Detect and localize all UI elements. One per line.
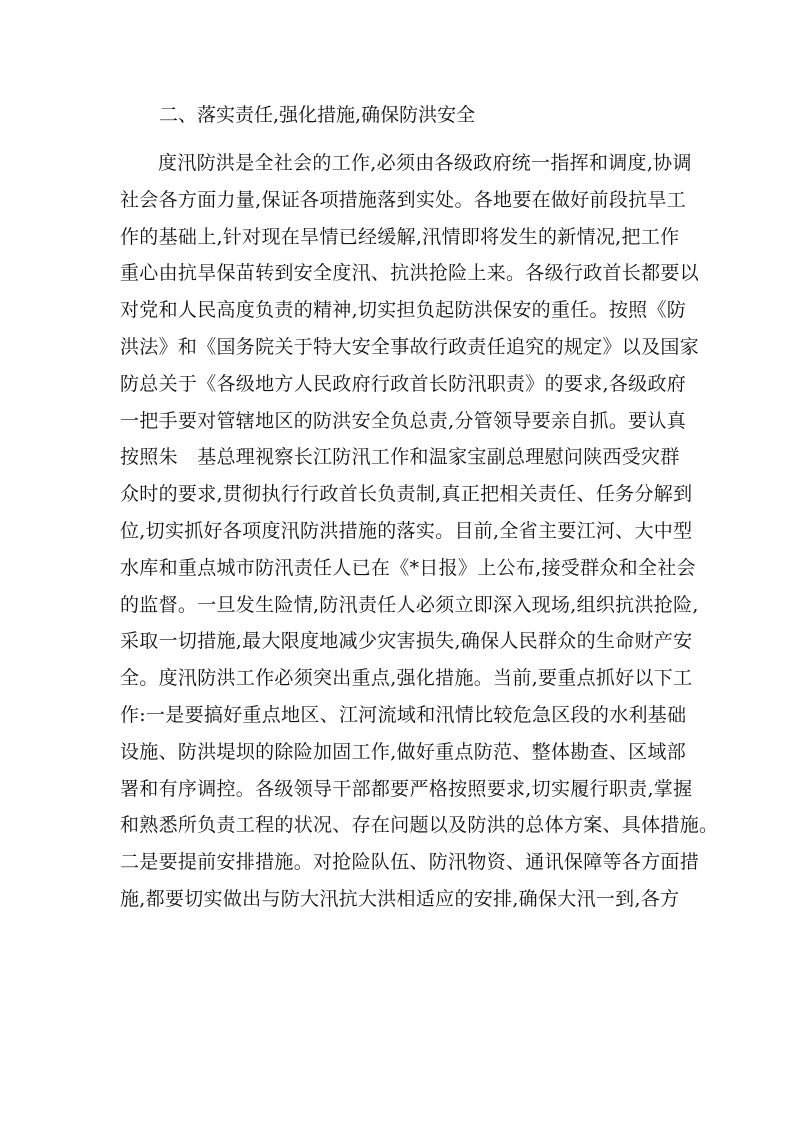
text-line: 众时的要求,贯彻执行行政首长负责制,真正把相关责任、任务分解到 xyxy=(120,483,693,506)
text-line: 位,切实抓好各项度汛防洪措施的落实。目前,全省主要江河、大中型 xyxy=(120,519,693,542)
text-line: 署和有序调控。各级领导干部都要严格按照要求,切实履行职责,掌握 xyxy=(120,777,693,800)
text-line: 洪法》和《国务院关于特大安全事故行政责任追究的规定》以及国家 xyxy=(120,335,700,358)
text-line: 全。度汛防洪工作必须突出重点,强化措施。当前,要重点抓好以下工 xyxy=(120,667,693,690)
text-line: 按照朱 基总理视察长江防汛工作和温家宝副总理慰问陕西受灾群 xyxy=(120,446,680,469)
text-line: 度汛防洪是全社会的工作,必须由各级政府统一指挥和调度,协调 xyxy=(158,152,692,174)
text-line: 重心由抗旱保苗转到安全度汛、抗洪抢险上来。各级行政首长都要以 xyxy=(120,262,700,285)
text-line: 对党和人民高度负责的精神,切实担负起防洪保安的重任。按照《防 xyxy=(120,299,687,322)
text-line: 二是要提前安排措施。对抢险队伍、防汛物资、通讯保障等各方面措 xyxy=(120,851,700,874)
text-line: 的监督。一旦发生险情,防汛责任人必须立即深入现场,组织抗洪抢险, xyxy=(120,593,699,616)
text-line: 和熟悉所负责工程的状况、存在问题以及防洪的总体方案、具体措施。 xyxy=(120,814,719,837)
text-line: 作的基础上,针对现在旱情已经缓解,汛情即将发生的新情况,把工作 xyxy=(120,225,680,248)
section-heading: 二、落实责任,强化措施,确保防洪安全 xyxy=(159,104,476,126)
text-line: 社会各方面力量,保证各项措施落到实处。各地要在做好前段抗旱工 xyxy=(120,188,687,211)
text-line: 一把手要对管辖地区的防洪安全负总责,分管领导要亲自抓。要认真 xyxy=(120,409,687,432)
text-line: 作:一是要搞好重点地区、江河流域和汛情比较危急区段的水利基础 xyxy=(120,703,687,726)
text-line: 采取一切措施,最大限度地减少灾害损失,确保人民群众的生命财产安 xyxy=(120,630,693,653)
text-line: 设施、防洪堤坝的除险加固工作,做好重点防范、整体勘查、区域部 xyxy=(120,740,687,763)
text-line: 施,都要切实做出与防大汛抗大洪相适应的安排,确保大汛一到,各方 xyxy=(120,887,680,910)
text-line: 防总关于《各级地方人民政府行政首长防汛职责》的要求,各级政府 xyxy=(120,372,687,395)
body-paragraph xyxy=(120,145,719,918)
text-line: 水库和重点城市防汛责任人已在《*日报》上公布,接受群众和全社会 xyxy=(120,556,696,579)
